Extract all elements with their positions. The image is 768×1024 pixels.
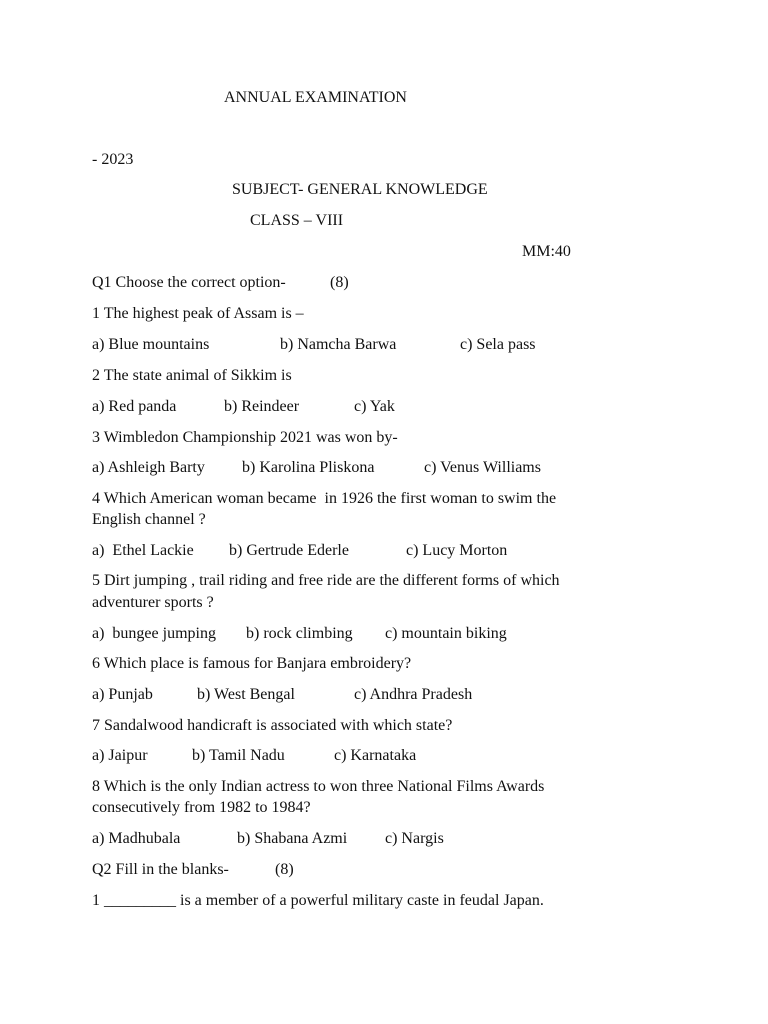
q2-marks: (8) [275,861,294,878]
q2-heading: Q2 Fill in the blanks- [92,861,229,878]
option-7b: b) Tamil Nadu [192,747,285,764]
option-3a: a) Ashleigh Barty [92,459,205,476]
question-4-line1: 4 Which American woman became in 1926 the first woman to swim the [92,490,557,507]
option-8c: c) Nargis [385,830,444,847]
option-6a: a) Punjab [92,686,153,703]
option-1a: a) Blue mountains [92,336,210,353]
class-label: CLASS – VIII [250,212,344,229]
question-8-line2: consecutively from 1982 to 1984? [92,799,311,816]
option-2c: c) Yak [354,398,395,415]
option-2b: b) Reindeer [224,398,300,415]
question-3: 3 Wimbledon Championship 2021 was won by- [92,429,398,446]
question-6: 6 Which place is famous for Banjara embroidery? [92,655,412,672]
option-8b: b) Shabana Azmi [237,830,348,847]
option-4b: b) Gertrude Ederle [229,542,349,559]
max-marks: MM:40 [522,243,571,260]
question-7: 7 Sandalwood handicraft is associated with which state? [92,717,453,734]
option-6c: c) Andhra Pradesh [354,686,473,703]
exam-title: ANNUAL EXAMINATION [224,89,407,106]
option-3b: b) Karolina Pliskona [242,459,375,476]
question-1: 1 The highest peak of Assam is – [92,305,304,322]
option-8a: a) Madhubala [92,830,181,847]
option-5a: a) bungee jumping [92,625,216,642]
exam-year: - 2023 [92,151,134,168]
option-2a: a) Red panda [92,398,177,415]
question-8-line1: 8 Which is the only Indian actress to won three National Films Awards [92,778,545,795]
option-1b: b) Namcha Barwa [280,336,397,353]
option-4a: a) Ethel Lackie [92,542,194,559]
question-2: 2 The state animal of Sikkim is [92,367,292,384]
subject-label: SUBJECT- GENERAL KNOWLEDGE [232,181,488,198]
question-5-line2: adventurer sports ? [92,594,214,611]
option-3c: c) Venus Williams [424,459,541,476]
option-1c: c) Sela pass [460,336,536,353]
option-7a: a) Jaipur [92,747,148,764]
question-4-line2: English channel ? [92,511,206,528]
q1-heading: Q1 Choose the correct option- [92,274,286,291]
option-4c: c) Lucy Morton [406,542,508,559]
fill-blank-1: 1 _________ is a member of a powerful military caste in feudal Japan. [92,892,544,909]
option-5c: c) mountain biking [385,625,507,642]
option-5b: b) rock climbing [246,625,353,642]
option-6b: b) West Bengal [197,686,295,703]
question-5-line1: 5 Dirt jumping , trail riding and free ride are the different forms of which [92,572,560,589]
option-7c: c) Karnataka [334,747,417,764]
q1-marks: (8) [330,274,349,291]
